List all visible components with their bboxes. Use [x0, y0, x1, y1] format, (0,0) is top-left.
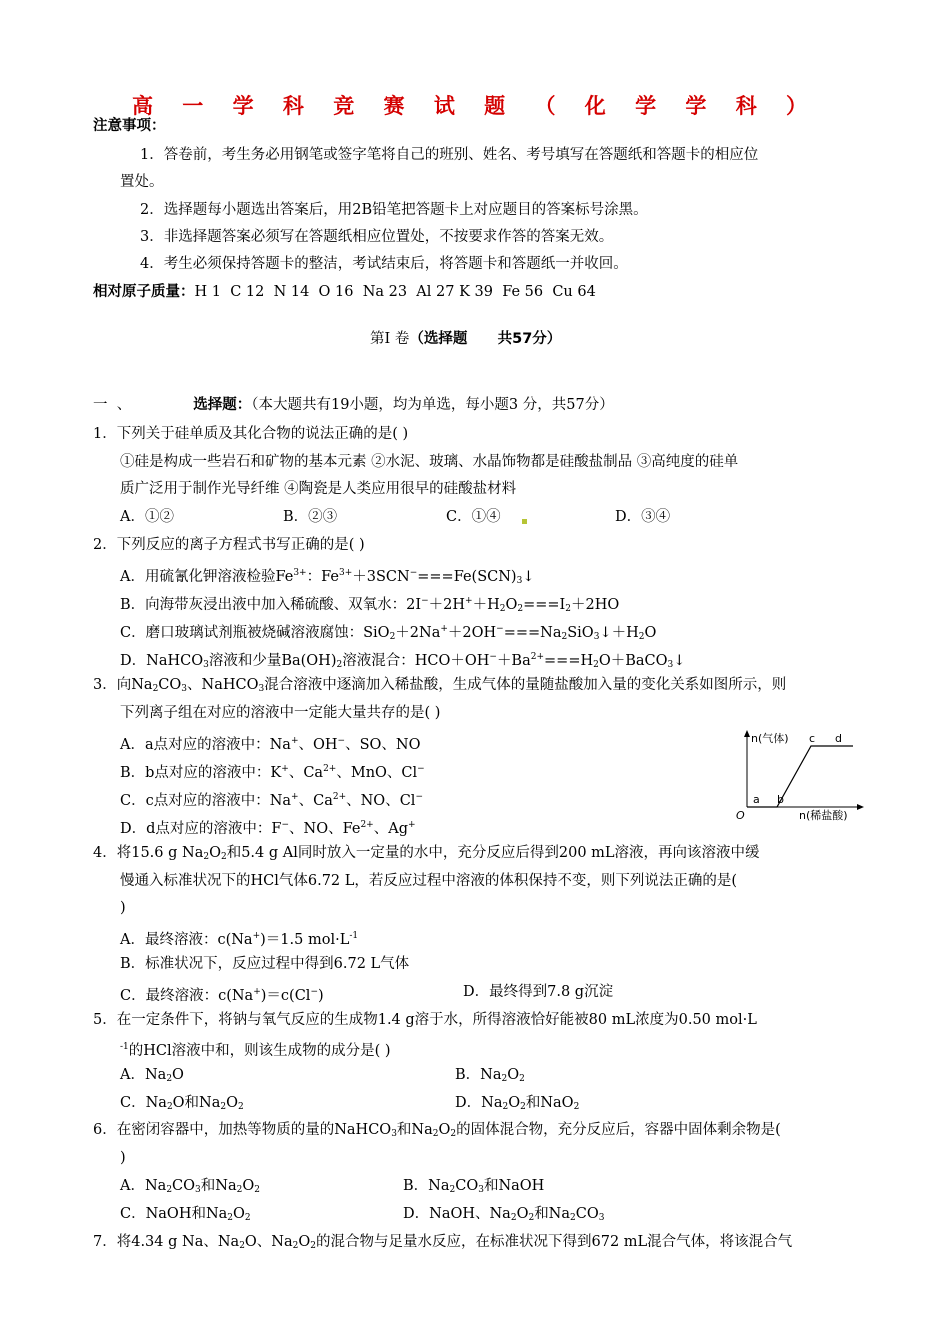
q6-option-a: A．$Na_2CO_3$和$Na_2O_2$ [120, 1178, 260, 1195]
note-item-4: 4．考生必须保持答题卡的整洁，考试结束后，将答题卡和答题纸一并收回。 [140, 256, 628, 272]
q7-stem-line1: 7．将4.34 g Na、$Na_2O$、$Na_2O_2$的混合物与足量水反应，在标准状况下得到672 mL混合气体，将该混合气 [93, 1234, 793, 1251]
section-description: （本大题共有19小题，均为单选，每小题3 分，共57分） [251, 397, 614, 413]
x-axis-label: n(稀盐酸) [799, 809, 848, 822]
x-axis-arrow [857, 804, 864, 810]
point-a-label: a [753, 793, 760, 806]
q3-option-b: B．b点对应的溶液中：K+、$Ca^{2+}$、MnO、Cl− [120, 764, 425, 781]
part-one-title: （选择题 共57分） [409, 331, 562, 347]
part-one-prefix: 第I 卷 [370, 331, 410, 347]
q2-option-c: C．磨口玻璃试剂瓶被烧碱溶液腐蚀：$SiO_2+2Na^++2OH^-===Na_2SiO_3↓+H_2O$ [120, 624, 657, 642]
q3-option-c: C．c点对应的溶液中：Na+、$Ca^{2+}$、NO、Cl− [120, 792, 423, 809]
q6-option-b: B．$Na_2CO_3$和NaOH [403, 1178, 545, 1195]
gas-curve [747, 746, 853, 807]
q2-stem: 2．下列反应的离子方程式书写正确的是( ) [93, 537, 365, 553]
q6-option-d: D．NaOH、$Na_2O_2$和$Na_2CO_3$ [403, 1206, 605, 1223]
q5-option-c: C．$Na_2O$和$Na_2O_2$ [120, 1095, 244, 1112]
q1-option-d: D．③④ [615, 509, 671, 525]
q4-stem-line2: 慢通入标准状况下的HCl气体6.72 L，若反应过程中溶液的体积保持不变，则下列说法正确的是( [120, 873, 738, 889]
atomic-mass-line [93, 282, 596, 302]
atomic-mass-values: H 1 C 12 N 14 O 16 Na 23 Al 27 K 39 Fe 56 Cu 64 [194, 284, 596, 300]
y-axis-arrow [744, 730, 750, 737]
q5-option-d: D．$Na_2O_2$和NaO$_2$ [455, 1095, 580, 1112]
q1-statement-line2: 质广泛用于制作光导纤维 ④陶瓷是人类应用很早的硅酸盐材料 [120, 481, 517, 497]
origin-label: O [736, 809, 745, 822]
q1-statement-line1: ①硅是构成一些岩石和矿物的基本元素 ②水泥、玻璃、水晶饰物都是硅酸盐制品 ③高纯度的硅单 [120, 454, 739, 470]
q4-option-d: D．最终得到7.8 g沉淀 [463, 984, 614, 1000]
ink-dot [522, 519, 527, 524]
q2-option-a: A．用硫氰化钾溶液检验$Fe^{3+}$：$Fe^{3+}+3SCN^-===Fe(SCN)_3↓$ [120, 568, 535, 586]
q1-stem: 1．下列关于硅单质及其化合物的说法正确的是( ) [93, 426, 409, 442]
atomic-mass-label: 相对原子质量： [93, 284, 195, 300]
q1-option-b: B．②③ [283, 509, 338, 525]
q4-stem-line3: ) [120, 900, 126, 916]
q4-option-a: A．最终溶液：c(Na+)＝1.5 $mol\cdot L^{-1}$ [120, 931, 359, 948]
q2-option-d: D．NaHCO$_3$溶液和少量$Ba(OH)_2$溶液混合：$HCO+OH^-+Ba^{2+}===H_2O+BaCO_3↓$ [120, 652, 686, 670]
note-item-2: 2．选择题每小题选出答案后，用2B铅笔把答题卡上对应题目的答案标号涂黑。 [140, 202, 648, 218]
q5-option-a: A．$Na_2O$ [120, 1067, 184, 1084]
q5-stem-line1: 5．在一定条件下，将钠与氧气反应的生成物1.4 g溶于水，所得溶液恰好能被80 mL浓度为0.50 mol·L [93, 1012, 757, 1028]
part-one-heading [370, 329, 561, 349]
q3-option-a: A．a点对应的溶液中：Na+、OH−、SO、NO [120, 736, 421, 753]
page-title: 高 一 学 科 竞 赛 试 题 （ 化 学 学 科 ） [131, 94, 819, 118]
note-item-1: 1．答卷前，考生务必用钢笔或签字笔将自己的班别、姓名、考号填写在答题纸和答题卡的相应位 [140, 147, 759, 163]
gas-vs-acid-graph [733, 727, 868, 822]
q3-option-d: D．d点对应的溶液中：F−、NO、$Fe^{2+}$、Ag+ [120, 820, 416, 837]
q2-option-b: B．向海带灰浸出液中加入稀硫酸、双氧水：$2I^-+2H^++H_2O_2===I_2+2HO$ [120, 596, 620, 614]
y-axis-label: n(气体) [751, 732, 789, 745]
note-item-1-cont: 置处。 [120, 174, 164, 190]
q5-option-b: B．$Na_2O_2$ [455, 1067, 525, 1084]
section-label: 选择题： [193, 397, 252, 413]
section-number: 一 、 [93, 397, 132, 413]
point-b-label: b [777, 793, 784, 806]
q3-stem-line2: 下列离子组在对应的溶液中一定能大量共存的是( ) [120, 705, 441, 721]
point-c-label: c [809, 732, 816, 745]
q6-stem-line1: 6．在密闭容器中，加热等物质的量的NaHCO$_3$和$Na_2O_2$的固体混合物，充分反应后，容器中固体剩余物是( [93, 1122, 781, 1139]
q6-option-c: C．NaOH和$Na_2O_2$ [120, 1206, 251, 1223]
point-d-label: d [835, 732, 842, 745]
note-item-3: 3．非选择题答案必须写在答题纸相应位置处，不按要求作答的答案无效。 [140, 229, 614, 245]
q5-stem-line2: $^{-1}$的HCl溶液中和，则该生成物的成分是( ) [120, 1042, 391, 1059]
q4-option-b: B．标准状况下，反应过程中得到6.72 L气体 [120, 956, 410, 972]
q3-stem-line1: 3．向$Na_2CO_3$、NaHCO$_3$混合溶液中逐滴加入稀盐酸，生成气体的量随盐酸加入量的变化关系如图所示，则 [93, 677, 787, 694]
q4-option-c: C．最终溶液：c(Na+)＝c(Cl−) [120, 987, 324, 1004]
notes-heading: 注意事项： [93, 118, 166, 134]
q6-stem-line2: ) [120, 1150, 126, 1166]
section-one-heading [93, 395, 614, 415]
q4-stem-line1: 4．将15.6 g $Na_2O_2$和5.4 g Al同时放入一定量的水中，充分反应后得到200 mL溶液，再向该溶液中缓 [93, 845, 760, 862]
q1-option-c: C．①④ [446, 509, 501, 525]
q1-option-a: A．①② [120, 509, 174, 525]
